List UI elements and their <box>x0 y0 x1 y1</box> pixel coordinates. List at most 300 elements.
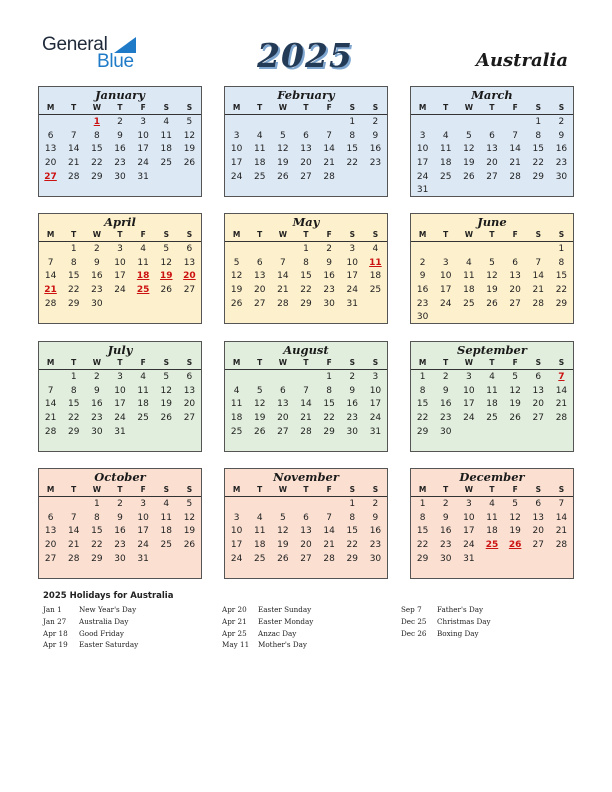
day-cell: 16 <box>91 271 103 282</box>
day-cell: 27 <box>509 298 521 309</box>
day-cell: 7 <box>326 130 332 141</box>
day-cell: 21 <box>323 158 335 169</box>
weekday-label: T <box>443 103 449 112</box>
month-title: May <box>292 215 320 229</box>
weekday-label: F <box>512 103 518 112</box>
day-cell: 10 <box>369 385 382 396</box>
day-cell: 5 <box>279 512 286 523</box>
day-cell: 17 <box>230 540 243 551</box>
day-cell: 29 <box>532 171 544 182</box>
weekday-label: T <box>303 358 309 367</box>
day-cell: 29 <box>555 298 568 309</box>
day-cell: 4 <box>163 117 170 127</box>
weekday-label: T <box>257 230 263 239</box>
day-cell: 8 <box>93 130 100 141</box>
empty-day-cell <box>225 371 248 385</box>
weekday-header <box>39 484 201 497</box>
day-cell: 10 <box>230 526 243 537</box>
day-cell: 13 <box>44 526 57 537</box>
holiday-day-cell: 18 <box>136 271 150 282</box>
holiday-name: Anzac Day <box>258 628 297 638</box>
day-cell: 24 <box>463 413 475 424</box>
day-cell: 31 <box>369 426 382 437</box>
day-cell: 25 <box>253 171 266 182</box>
month-september <box>410 341 574 452</box>
day-cell: 15 <box>555 271 568 282</box>
weekday-label: S <box>535 485 541 494</box>
day-cell: 13 <box>486 144 498 155</box>
empty-day-cell <box>480 243 503 257</box>
day-cell: 12 <box>160 257 172 268</box>
day-cell: 16 <box>369 526 382 537</box>
month-april <box>38 213 202 324</box>
holiday-date: Jan 27 <box>43 616 67 626</box>
day-cell: 21 <box>509 158 521 169</box>
day-cell: 27 <box>253 298 266 309</box>
day-cell: 26 <box>160 285 172 296</box>
day-cell: 28 <box>44 298 57 309</box>
day-cell: 26 <box>160 413 172 424</box>
day-cell: 17 <box>137 144 149 155</box>
weekday-label: M <box>46 358 55 367</box>
day-cell: 20 <box>532 399 544 410</box>
day-cell: 25 <box>369 285 382 296</box>
day-cell: 16 <box>346 399 358 410</box>
weekday-label: S <box>186 358 193 367</box>
weekday-label: T <box>71 485 77 494</box>
day-cell: 26 <box>463 171 475 182</box>
day-cell: 18 <box>439 158 452 169</box>
day-cell: 19 <box>183 144 196 155</box>
holiday-day-cell: 26 <box>508 540 522 551</box>
day-cell: 18 <box>160 144 172 155</box>
day-cell: 14 <box>44 399 57 410</box>
empty-day-cell <box>411 116 434 130</box>
day-cell: 18 <box>230 413 243 424</box>
day-cell: 19 <box>183 526 196 537</box>
day-cell: 7 <box>512 130 518 141</box>
day-cell: 8 <box>419 385 426 396</box>
day-cell: 3 <box>442 257 449 268</box>
day-cell: 14 <box>323 144 335 155</box>
weekday-label: M <box>46 103 55 112</box>
empty-day-cell <box>527 243 550 257</box>
day-cell: 2 <box>419 257 426 268</box>
weekday-label: T <box>257 485 263 494</box>
weekday-header <box>411 357 573 370</box>
day-cell: 14 <box>323 526 335 537</box>
day-cell: 8 <box>93 512 100 523</box>
day-cell: 28 <box>532 298 544 309</box>
day-cell: 20 <box>253 285 266 296</box>
day-cell: 16 <box>114 526 126 537</box>
day-cell: 24 <box>114 413 126 424</box>
day-cell: 30 <box>91 298 103 309</box>
day-cell: 9 <box>419 271 426 282</box>
holiday-name: Easter Saturday <box>79 640 139 650</box>
holiday-row <box>401 605 491 617</box>
empty-day-cell <box>39 371 62 385</box>
day-cell: 8 <box>303 257 309 268</box>
weekday-label: S <box>163 358 169 367</box>
day-cell: 11 <box>160 512 172 523</box>
day-cell: 24 <box>137 158 149 169</box>
day-cell: 17 <box>416 158 429 169</box>
day-cell: 12 <box>230 271 243 282</box>
weekday-label: T <box>117 485 123 494</box>
day-cell: 2 <box>117 499 123 509</box>
day-cell: 6 <box>279 385 286 396</box>
empty-day-cell <box>504 243 527 257</box>
weekday-label: W <box>464 103 473 112</box>
month-title: January <box>95 88 145 102</box>
day-cell: 20 <box>509 285 521 296</box>
day-cell: 10 <box>114 257 126 268</box>
day-cell: 18 <box>253 540 266 551</box>
weekday-label: T <box>303 103 309 112</box>
day-cell: 2 <box>326 244 332 254</box>
empty-day-cell <box>225 498 248 512</box>
day-cell: 6 <box>186 372 193 382</box>
day-cell: 19 <box>277 158 289 169</box>
day-grid <box>39 115 201 184</box>
day-cell: 12 <box>183 130 196 141</box>
empty-day-cell <box>318 498 341 512</box>
day-cell: 18 <box>160 526 172 537</box>
day-cell: 14 <box>555 385 568 396</box>
day-cell: 24 <box>369 413 382 424</box>
day-cell: 21 <box>555 526 568 537</box>
day-cell: 10 <box>114 385 126 396</box>
day-cell: 24 <box>137 540 149 551</box>
day-cell: 10 <box>137 130 149 141</box>
day-cell: 12 <box>509 512 521 523</box>
holiday-row <box>401 629 491 641</box>
day-cell: 4 <box>489 499 495 509</box>
day-cell: 22 <box>300 285 312 296</box>
day-cell: 1 <box>349 117 356 127</box>
holiday-date: Apr 21 <box>222 616 247 626</box>
day-cell: 11 <box>463 271 475 282</box>
weekday-header <box>411 102 573 115</box>
day-cell: 8 <box>70 257 77 268</box>
day-cell: 30 <box>114 553 126 564</box>
day-cell: 17 <box>230 158 243 169</box>
day-cell: 3 <box>372 372 379 382</box>
day-cell: 20 <box>486 158 498 169</box>
logo-word-general: General <box>42 34 108 55</box>
day-cell: 1 <box>419 372 426 382</box>
day-cell: 30 <box>439 426 452 437</box>
day-cell: 10 <box>230 144 243 155</box>
day-cell: 20 <box>532 526 544 537</box>
generalblue-logo <box>42 34 142 74</box>
weekday-label: T <box>71 358 77 367</box>
day-cell: 11 <box>439 144 452 155</box>
month-title: August <box>283 343 329 357</box>
day-cell: 28 <box>509 171 521 182</box>
holiday-day-cell: 7 <box>558 372 565 382</box>
weekday-label: F <box>140 358 146 367</box>
weekday-label: M <box>46 485 55 494</box>
day-cell: 3 <box>349 244 356 254</box>
day-cell: 26 <box>277 171 289 182</box>
day-cell: 5 <box>465 130 472 141</box>
day-cell: 18 <box>486 526 498 537</box>
day-cell: 29 <box>91 171 103 182</box>
weekday-label: S <box>163 103 169 112</box>
holiday-name: Easter Sunday <box>258 605 312 614</box>
day-cell: 11 <box>160 130 172 141</box>
day-cell: 2 <box>93 372 100 382</box>
day-cell: 11 <box>486 385 498 396</box>
day-cell: 28 <box>277 298 289 309</box>
day-cell: 24 <box>114 285 126 296</box>
day-cell: 9 <box>442 512 449 523</box>
day-cell: 9 <box>117 130 123 141</box>
day-cell: 19 <box>509 526 521 537</box>
day-cell: 20 <box>277 413 289 424</box>
day-cell: 21 <box>300 413 312 424</box>
weekday-label: S <box>558 358 565 367</box>
day-cell: 12 <box>253 399 266 410</box>
day-cell: 16 <box>323 271 335 282</box>
weekday-label: W <box>278 230 287 239</box>
day-cell: 29 <box>416 553 429 564</box>
day-cell: 12 <box>463 144 475 155</box>
day-cell: 13 <box>532 385 544 396</box>
day-cell: 19 <box>277 540 289 551</box>
empty-day-cell <box>271 116 294 130</box>
day-cell: 10 <box>463 512 475 523</box>
weekday-label: T <box>443 485 449 494</box>
holiday-date: Apr 19 <box>43 640 68 650</box>
day-cell: 8 <box>558 257 565 268</box>
day-cell: 28 <box>323 553 335 564</box>
day-cell: 31 <box>416 185 429 196</box>
day-cell: 6 <box>47 512 54 523</box>
day-cell: 27 <box>532 540 544 551</box>
day-cell: 14 <box>44 271 57 282</box>
weekday-label: S <box>558 485 565 494</box>
day-cell: 8 <box>349 130 356 141</box>
empty-day-cell <box>294 371 317 385</box>
holiday-column <box>222 605 313 652</box>
day-cell: 27 <box>300 553 312 564</box>
day-cell: 26 <box>183 158 196 169</box>
day-cell: 22 <box>416 413 429 424</box>
holiday-name: Father's Day <box>437 605 484 614</box>
empty-day-cell <box>62 498 85 512</box>
day-cell: 30 <box>346 426 358 437</box>
day-cell: 8 <box>70 385 77 396</box>
day-grid <box>39 370 201 439</box>
day-cell: 9 <box>117 512 123 523</box>
day-cell: 27 <box>183 413 196 424</box>
day-cell: 15 <box>300 271 312 282</box>
day-cell: 9 <box>372 130 379 141</box>
month-title: October <box>94 470 146 484</box>
day-cell: 25 <box>137 413 149 424</box>
day-cell: 23 <box>439 540 452 551</box>
day-cell: 7 <box>47 385 54 396</box>
day-cell: 4 <box>140 372 146 382</box>
day-cell: 16 <box>369 144 382 155</box>
day-cell: 5 <box>512 372 518 382</box>
weekday-label: S <box>349 103 355 112</box>
weekday-label: W <box>278 358 287 367</box>
day-cell: 4 <box>489 372 495 382</box>
holiday-date: Sep 7 <box>401 605 422 614</box>
day-cell: 26 <box>486 298 498 309</box>
day-cell: 7 <box>70 130 77 141</box>
weekday-label: M <box>46 230 55 239</box>
day-cell: 31 <box>114 426 126 437</box>
day-cell: 22 <box>416 540 429 551</box>
day-cell: 31 <box>463 553 475 564</box>
day-cell: 5 <box>279 130 286 141</box>
day-cell: 8 <box>326 385 332 396</box>
day-cell: 29 <box>91 553 103 564</box>
day-cell: 2 <box>349 372 356 382</box>
day-cell: 21 <box>323 540 335 551</box>
holiday-column <box>43 605 138 652</box>
weekday-label: T <box>71 103 77 112</box>
day-cell: 7 <box>47 257 54 268</box>
empty-day-cell <box>504 116 527 130</box>
holiday-name: Christmas Day <box>437 616 491 626</box>
day-cell: 3 <box>117 372 123 382</box>
day-cell: 3 <box>117 244 123 254</box>
day-cell: 10 <box>463 385 475 396</box>
day-cell: 24 <box>463 540 475 551</box>
day-cell: 4 <box>163 499 170 509</box>
holiday-day-cell: 21 <box>44 285 57 296</box>
day-cell: 11 <box>230 399 243 410</box>
day-cell: 2 <box>93 244 100 254</box>
day-cell: 14 <box>277 271 289 282</box>
day-cell: 26 <box>183 540 196 551</box>
day-cell: 10 <box>137 512 149 523</box>
weekday-header <box>225 357 387 370</box>
day-cell: 17 <box>346 271 358 282</box>
day-cell: 12 <box>183 512 196 523</box>
holiday-name: New Year's Day <box>79 605 137 614</box>
day-cell: 7 <box>303 385 309 396</box>
day-cell: 12 <box>509 385 521 396</box>
empty-day-cell <box>457 243 480 257</box>
day-cell: 6 <box>535 499 542 509</box>
day-cell: 23 <box>323 285 335 296</box>
calendar-year: 2025 <box>257 36 353 75</box>
day-cell: 4 <box>442 130 449 141</box>
day-cell: 18 <box>137 399 149 410</box>
weekday-label: S <box>535 103 541 112</box>
day-cell: 12 <box>277 526 289 537</box>
day-cell: 4 <box>372 244 379 254</box>
holiday-day-cell: 20 <box>183 271 196 282</box>
day-cell: 12 <box>486 271 498 282</box>
day-cell: 15 <box>91 526 103 537</box>
day-grid <box>39 242 201 311</box>
day-cell: 13 <box>532 512 544 523</box>
day-cell: 20 <box>44 158 57 169</box>
day-cell: 15 <box>346 144 358 155</box>
month-title: March <box>471 88 513 102</box>
day-cell: 15 <box>67 399 80 410</box>
day-cell: 30 <box>555 171 568 182</box>
empty-day-cell <box>271 371 294 385</box>
day-cell: 22 <box>67 285 80 296</box>
month-title: February <box>277 88 335 102</box>
day-cell: 6 <box>512 257 518 268</box>
day-cell: 19 <box>463 158 475 169</box>
day-cell: 10 <box>346 257 358 268</box>
day-cell: 23 <box>91 413 103 424</box>
day-cell: 29 <box>67 298 80 309</box>
day-cell: 3 <box>140 499 146 509</box>
day-cell: 3 <box>465 372 472 382</box>
weekday-label: F <box>512 358 518 367</box>
day-cell: 1 <box>558 244 565 254</box>
holiday-column <box>401 605 491 640</box>
day-cell: 28 <box>44 426 57 437</box>
holiday-day-cell: 27 <box>44 171 57 182</box>
day-cell: 19 <box>160 399 172 410</box>
day-cell: 1 <box>349 499 356 509</box>
month-june <box>410 213 574 324</box>
day-cell: 7 <box>558 499 565 509</box>
weekday-label: T <box>443 230 449 239</box>
weekday-label: S <box>349 358 355 367</box>
day-cell: 18 <box>369 271 382 282</box>
day-cell: 15 <box>323 399 335 410</box>
day-cell: 22 <box>555 285 568 296</box>
day-cell: 1 <box>419 499 426 509</box>
day-cell: 14 <box>67 526 80 537</box>
holiday-day-cell: 25 <box>485 540 499 551</box>
day-cell: 16 <box>439 526 452 537</box>
country-name: Australia <box>476 50 568 71</box>
day-cell: 13 <box>300 144 312 155</box>
weekday-label: F <box>140 230 146 239</box>
day-cell: 11 <box>253 526 266 537</box>
day-cell: 9 <box>349 385 356 396</box>
day-cell: 25 <box>160 540 172 551</box>
holiday-name: Boxing Day <box>437 628 479 638</box>
weekday-label: S <box>535 358 541 367</box>
holiday-date: Dec 26 <box>401 628 427 638</box>
month-title: July <box>107 343 133 357</box>
month-may <box>224 213 388 324</box>
weekday-label: T <box>117 358 123 367</box>
day-cell: 1 <box>326 372 332 382</box>
day-cell: 29 <box>323 426 335 437</box>
day-cell: 1 <box>70 372 77 382</box>
day-cell: 23 <box>91 285 103 296</box>
weekday-header <box>411 484 573 497</box>
month-january <box>38 86 202 197</box>
day-cell: 31 <box>137 171 149 182</box>
day-cell: 13 <box>44 144 57 155</box>
weekday-label: S <box>186 485 193 494</box>
day-cell: 9 <box>558 130 565 141</box>
empty-day-cell <box>39 498 62 512</box>
weekday-label: M <box>232 230 241 239</box>
weekday-header <box>225 484 387 497</box>
day-cell: 19 <box>486 285 498 296</box>
holiday-row <box>43 617 138 629</box>
